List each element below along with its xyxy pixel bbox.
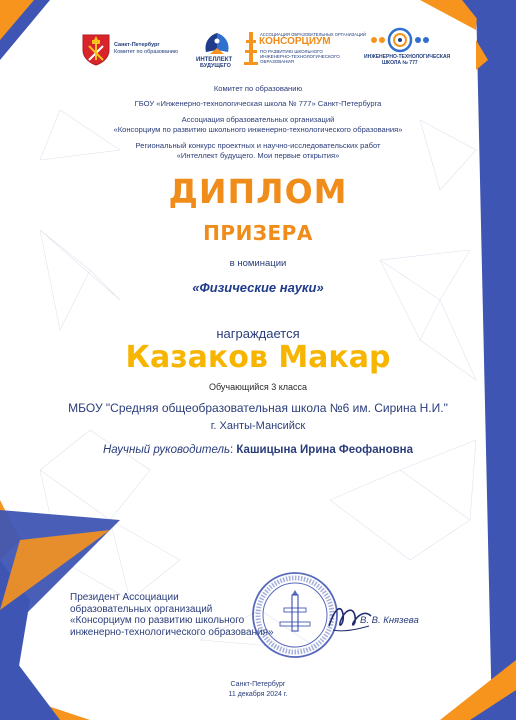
footer-city: Санкт-Петербург — [230, 681, 286, 688]
header-contest-name: «Интеллект будущего. Мои первые открытия» — [176, 151, 340, 160]
city-line: г. Ханты-Мансийск — [210, 420, 306, 432]
awarded-label: награждается — [216, 326, 300, 341]
consortium-desc1: ПО РАЗВИТИЮ ШКОЛЬНОГО — [260, 49, 323, 54]
footer-date: 11 декабря 2024 г. — [228, 691, 288, 698]
spb-logo-line1: Санкт-Петербург — [114, 42, 160, 48]
consortium-desc2: ИНЖЕНЕРНО-ТЕХНОЛОГИЧЕСКОГО — [260, 54, 340, 59]
nomination-label: в номинации — [229, 258, 287, 269]
school-777-line2: ШКОЛА № 777 — [382, 60, 418, 66]
intellect-logo-name2: БУДУЩЕГО — [200, 63, 231, 69]
header-school: ГБОУ «Инженерно-технологическая школа № 777» Санкт-Петербурга — [134, 99, 382, 108]
header-consortium: «Консорциум по развитию школьного инженерно-технологического образования» — [113, 125, 403, 134]
signature-line3: «Консорциум по развитию школьного — [70, 615, 245, 626]
spb-coat-of-arms-icon — [80, 32, 112, 66]
signature-line1: Президент Ассоциации — [70, 592, 179, 603]
intellect-logo-name: ИНТЕЛЛЕКТ — [196, 57, 233, 63]
supervisor-line — [40, 444, 476, 456]
school-777-line1: ИНЖЕНЕРНО-ТЕХНОЛОГИЧЕСКАЯ — [364, 54, 451, 60]
intellect-logo-icon — [196, 30, 238, 60]
diploma-subtitle: ПРИЗЕРА — [203, 221, 313, 245]
spb-logo-line2: Комитет по образованию — [114, 49, 178, 55]
signer-name: В. В. Князева — [360, 615, 419, 626]
consortium-tower-icon — [244, 30, 258, 66]
school-777-logo-icon — [360, 26, 440, 54]
signature-line4: инженерно-технологического образования» — [70, 626, 274, 638]
nomination-value: «Физические науки» — [192, 280, 324, 295]
supervisor-name: Кашицына Ирина Феофановна — [236, 444, 414, 456]
right-border — [476, 0, 516, 720]
consortium-name: КОНСОРЦИУМ — [259, 36, 331, 47]
awardee-name: Казаков Макар — [125, 340, 391, 375]
grade-line: Обучающийся 3 класса — [208, 382, 308, 392]
header-committee: Комитет по образованию — [213, 84, 303, 93]
header-association: Ассоциация образовательных организаций — [181, 115, 335, 124]
diploma-title: ДИПЛОМ — [168, 172, 348, 211]
consortium-assoc: АССОЦИАЦИЯ ОБРАЗОВАТЕЛЬНЫХ ОРГАНИЗАЦИЙ — [260, 32, 367, 37]
supervisor-label: Научный руководитель — [102, 444, 230, 456]
consortium-desc3: ОБРАЗОВАНИЯ — [260, 59, 294, 64]
supervisor-colon: : — [230, 444, 237, 456]
school-line: МБОУ "Средняя общеобразовательная школа №6 им. Сирина Н.И." — [68, 401, 448, 415]
signature-line2: образовательных организаций — [70, 603, 213, 615]
header-contest: Региональный конкурс проектных и научно-исследовательских работ — [135, 141, 381, 150]
